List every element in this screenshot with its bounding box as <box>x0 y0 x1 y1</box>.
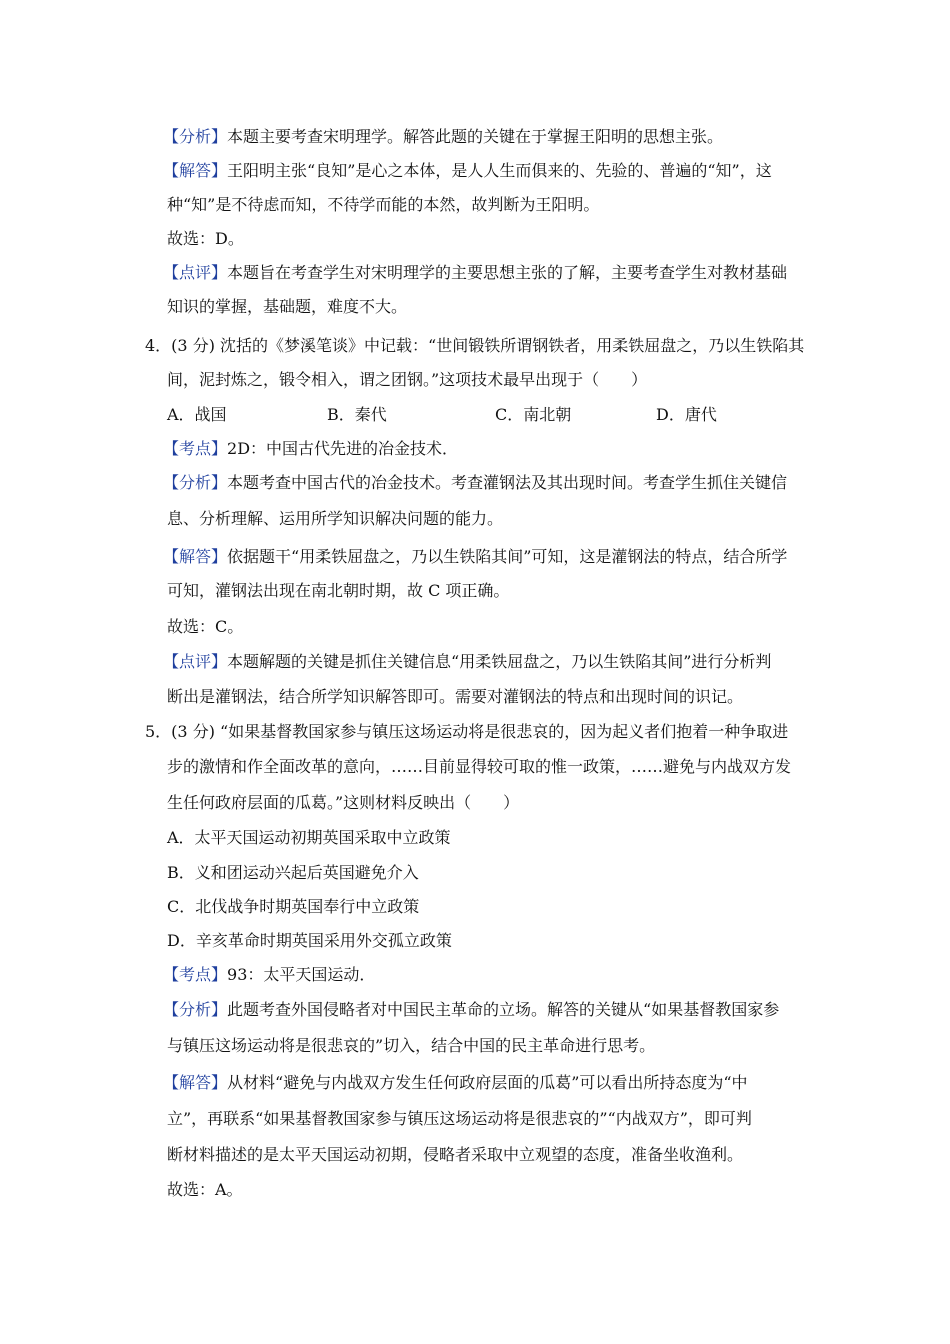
q4-comment-line1 <box>163 651 771 673</box>
q5-analysis-line2: 与镇压这场运动将是很悲哀的”切入，结合中国的民主革命进行思考。 <box>167 1036 656 1055</box>
q5-analysis-line1 <box>163 999 779 1021</box>
q5-answer-line1 <box>163 1072 748 1094</box>
q4-stem-line1: 4．(3 分) 沈括的《梦溪笔谈》中记载：“世间锻铁所谓钢铁者，用柔铁屈盘之，乃以生铁陷其 <box>145 336 805 355</box>
q4-kaodian <box>163 438 458 460</box>
answer-text: 依据题干“用柔铁屈盘之，乃以生铁陷其间”可知，这是灌钢法的特点，结合所学 <box>227 547 788 566</box>
q4-analysis-line2: 息、分析理解、运用所学知识解决问题的能力。 <box>167 509 504 528</box>
analysis-text: 此题考查外国侵略者对中国民主革命的立场。解答的关键从“如果基督教国家参 <box>227 1000 780 1019</box>
answer-text: 从材料“避免与内战双方发生任何政府层面的瓜葛”可以看出所持态度为“中 <box>227 1073 748 1092</box>
q4-stem-line2: 间，泥封炼之，锻令相入，谓之团钢。”这项技术最早出现于（ ） <box>167 370 648 389</box>
q4-choice: 故选：C。 <box>167 617 244 636</box>
analysis-tag: 【分析】 <box>163 473 228 492</box>
q5-kaodian <box>163 964 375 986</box>
kaodian-tag: 【考点】 <box>163 439 228 458</box>
analysis-text: 本题考查中国古代的冶金技术。考查灌钢法及其出现时间。考查学生抓住关键信 <box>227 473 788 492</box>
q3-answer-line2: 种“知”是不待虑而知，不待学而能的本然，故判断为王阳明。 <box>167 195 600 214</box>
q5-stem-line3: 生任何政府层面的瓜葛。”这则材料反映出（ ） <box>167 793 520 812</box>
q5-stem-line2: 步的激情和作全面改革的意向，……目前显得较可取的惟一政策，……避免与内战双方发 <box>167 757 792 776</box>
q4-option-c: C．南北朝 <box>495 405 572 424</box>
answer-tag: 【解答】 <box>163 1073 228 1092</box>
answer-tag: 【解答】 <box>163 161 228 180</box>
q5-stem-line1: 5．(3 分) “如果基督教国家参与镇压这场运动将是很悲哀的，因为起义者们抱着一种争取进 <box>145 722 789 741</box>
q4-comment-line2: 断出是灌钢法，结合所学知识解答即可。需要对灌钢法的特点和出现时间的识记。 <box>167 687 744 706</box>
analysis-text: 本题主要考查宋明理学。解答此题的关键在于掌握王阳明的思想主张。 <box>227 127 724 146</box>
comment-text: 本题解题的关键是抓住关键信息“用柔铁屈盘之，乃以生铁陷其间”进行分析判 <box>227 652 772 671</box>
answer-tag: 【解答】 <box>163 547 228 566</box>
q4-answer-line2: 可知，灌钢法出现在南北朝时期，故 C 项正确。 <box>167 581 510 600</box>
q3-choice: 故选：D。 <box>167 229 244 248</box>
q5-answer-line3: 断材料描述的是太平天国运动初期，侵略者采取中立观望的态度，准备坐收渔利。 <box>167 1145 744 1164</box>
q5-choice: 故选：A。 <box>167 1180 243 1199</box>
analysis-tag: 【分析】 <box>163 1000 228 1019</box>
comment-tag: 【点评】 <box>163 263 228 282</box>
q5-option-d: D．辛亥革命时期英国采用外交孤立政策 <box>167 931 452 950</box>
comment-tag: 【点评】 <box>163 652 228 671</box>
q4-option-d: D．唐代 <box>656 405 717 424</box>
kaodian-tag: 【考点】 <box>163 965 228 984</box>
q5-option-a: A．太平天国运动初期英国采取中立政策 <box>167 828 451 847</box>
q5-option-c: C．北伐战争时期英国奉行中立政策 <box>167 897 420 916</box>
q5-answer-line2: 立”，再联系“如果基督教国家参与镇压这场运动将是很悲哀的”“内战双方”，即可判 <box>167 1109 752 1128</box>
q3-comment-line2: 知识的掌握，基础题，难度不大。 <box>167 297 408 316</box>
q4-answer-line1 <box>163 546 787 568</box>
analysis-tag: 【分析】 <box>163 127 228 146</box>
q3-comment-line1 <box>163 262 787 284</box>
q3-answer-line1 <box>163 160 772 182</box>
kaodian-text: 2D：中国古代先进的冶金技术． <box>227 439 459 458</box>
answer-text: 王阳明主张“良知”是心之本体，是人人生而俱来的、先验的、普遍的“知”，这 <box>227 161 772 180</box>
kaodian-text: 93：太平天国运动． <box>227 965 376 984</box>
q3-analysis <box>163 126 723 148</box>
comment-text: 本题旨在考查学生对宋明理学的主要思想主张的了解，主要考查学生对教材基础 <box>227 263 788 282</box>
q4-option-a: A．战国 <box>167 405 227 424</box>
q5-option-b: B．义和团运动兴起后英国避免介入 <box>167 863 419 882</box>
q4-option-b: B．秦代 <box>327 405 387 424</box>
q4-analysis-line1 <box>163 472 787 494</box>
